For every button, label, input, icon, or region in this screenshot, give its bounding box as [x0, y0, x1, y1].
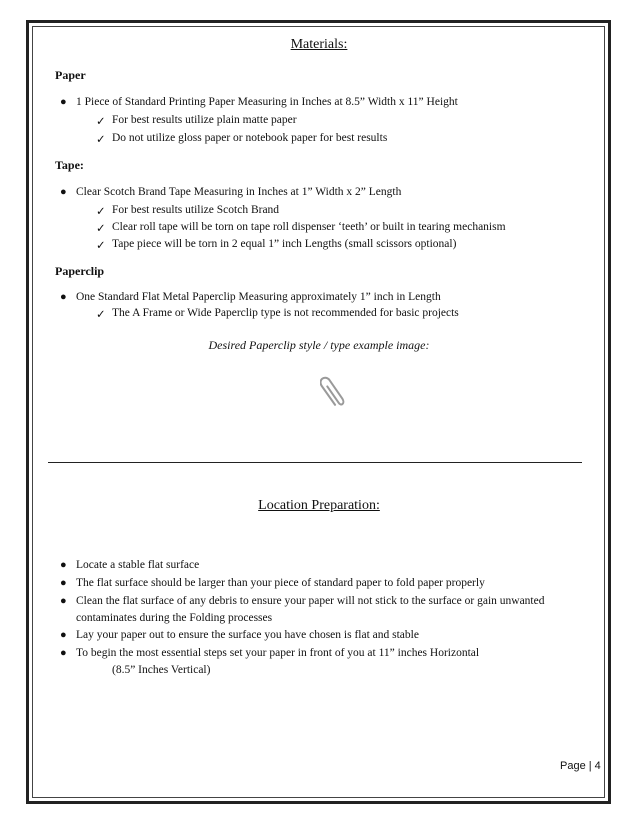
paperclip-heading: Paperclip — [55, 264, 105, 278]
paperclip-sub-1: The A Frame or Wide Paperclip type is not recommended for basic projects — [112, 307, 459, 319]
materials-title: Materials: — [290, 37, 348, 52]
location-bullet-2: The flat surface should be larger than your piece of standard paper to fold paper properly — [76, 577, 485, 589]
paperclip-bullet: One Standard Flat Metal Paperclip Measuring approximately 1” inch in Length — [76, 291, 441, 303]
tape-sub-1: For best results utilize Scotch Brand — [112, 204, 280, 216]
tape-heading: Tape: — [55, 158, 84, 172]
paper-heading: Paper — [55, 68, 86, 82]
bullet-dot-icon: ● — [60, 559, 67, 571]
bullet-dot-icon: ● — [60, 647, 67, 659]
page-number: Page | 4 — [560, 760, 601, 772]
paperclip-image-caption: Desired Paperclip style / type example image: — [208, 338, 430, 352]
bullet-dot-icon: ● — [60, 577, 67, 589]
checkmark-icon: ✓ — [96, 309, 106, 321]
tape-sub-3: Tape piece will be torn in 2 equal 1” inch Lengths (small scissors optional) — [112, 238, 457, 250]
tape-bullet: Clear Scotch Brand Tape Measuring in Inches at 1” Width x 2” Length — [76, 186, 402, 198]
location-bullet-1: Locate a stable flat surface — [76, 559, 200, 571]
location-bullet-5-cont: (8.5” Inches Vertical) — [112, 664, 211, 676]
bullet-dot-icon: ● — [60, 629, 67, 641]
checkmark-icon: ✓ — [96, 223, 106, 235]
checkmark-icon: ✓ — [96, 240, 106, 252]
checkmark-icon: ✓ — [96, 206, 106, 218]
location-bullet-4: Lay your paper out to ensure the surface you have chosen is flat and stable — [76, 629, 419, 641]
checkmark-icon: ✓ — [96, 116, 106, 128]
bullet-dot-icon: ● — [60, 595, 67, 607]
location-bullet-5: To begin the most essential steps set your paper in front of you at 11” inches Horizontal — [76, 647, 480, 659]
bullet-dot-icon: ● — [60, 186, 67, 198]
bullet-dot-icon: ● — [60, 291, 67, 303]
paper-sub-1: For best results utilize plain matte paper — [112, 114, 297, 126]
section-divider — [48, 462, 582, 463]
tape-sub-2: Clear roll tape will be torn on tape roll dispenser ‘teeth’ or built in tearing mechanism — [112, 221, 506, 233]
paper-sub-2: Do not utilize gloss paper or notebook paper for best results — [112, 132, 388, 144]
location-bullet-3: Clean the flat surface of any debris to ensure your paper will not stick to the surface or gain unwanted — [76, 595, 545, 607]
bullet-dot-icon: ● — [60, 96, 67, 108]
location-title: Location Preparation: — [258, 498, 380, 513]
checkmark-icon: ✓ — [96, 134, 106, 146]
location-bullet-3-cont: contaminates during the Folding processes — [76, 612, 273, 624]
paperclip-icon — [320, 368, 350, 412]
paper-bullet: 1 Piece of Standard Printing Paper Measuring in Inches at 8.5” Width x 11” Height — [76, 96, 458, 108]
